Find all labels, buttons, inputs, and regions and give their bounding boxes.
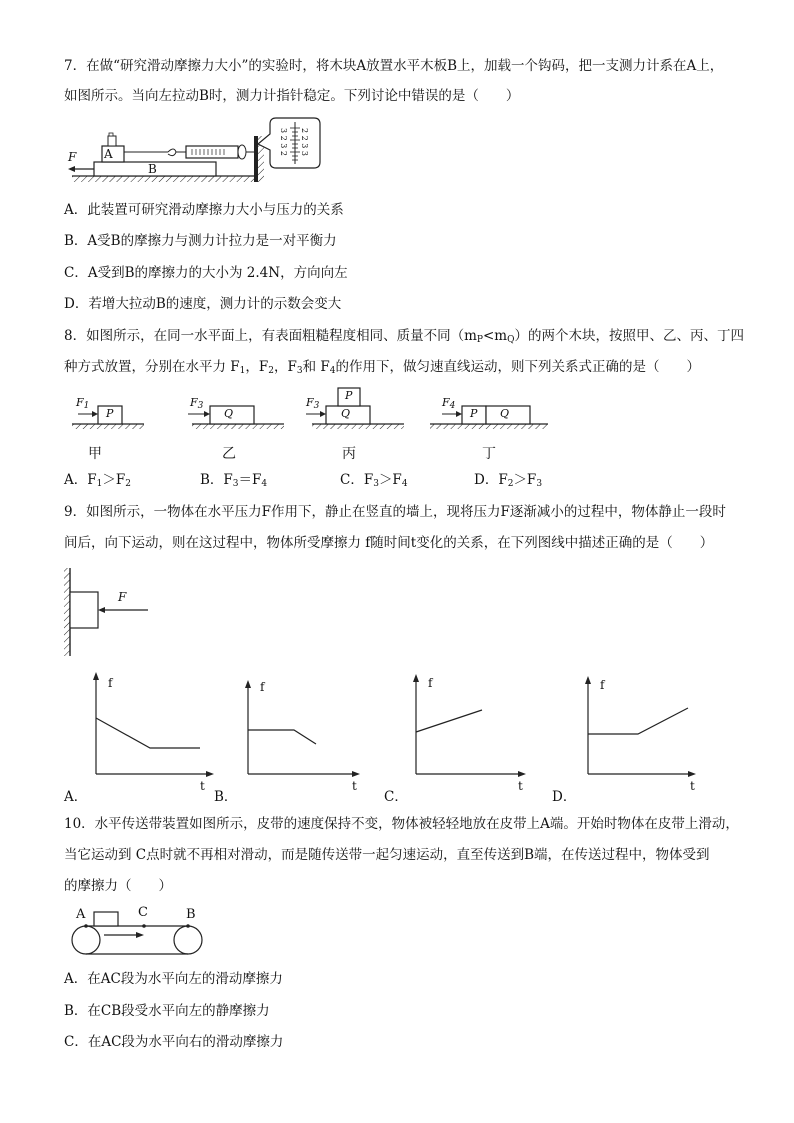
q8-stem-line2 — [64, 357, 700, 381]
q7-option-a: A．此装置可研究滑动摩擦力大小与压力的关系 — [64, 202, 344, 218]
q8-p-bing: P — [345, 389, 353, 402]
ground-hatch — [72, 176, 254, 182]
graph-label-b: B． — [214, 789, 238, 805]
opt-pre: B．F — [200, 472, 233, 488]
graph-label-d: D． — [552, 789, 577, 805]
graph-label-a: A． — [64, 789, 88, 805]
f-sub: 4 — [449, 401, 456, 411]
f-sub: 3 — [313, 401, 320, 411]
graph-d-line — [588, 708, 688, 734]
q7-scale-left: 3 2 3 2 — [279, 128, 288, 156]
q8-p-ding: P — [470, 407, 478, 420]
q8-f3 — [190, 396, 203, 411]
q8-option-c — [340, 470, 408, 494]
opt-mid: ＝F — [238, 472, 262, 488]
opt-pre: A．F — [64, 472, 97, 488]
q9-graphs — [64, 670, 724, 782]
f-sub: 3 — [197, 401, 204, 411]
q8-sub4: 4 — [329, 366, 336, 376]
q9-stem-line1: 9．如图所示，一物体在水平压力F作用下，静止在竖直的墙上，现将压力F逐渐减小的过程中，物体静止一段时 — [64, 504, 726, 520]
q9-wall-figure — [64, 564, 164, 660]
graph-a-x: t — [200, 779, 205, 793]
q8-sub1: 1 — [239, 366, 246, 376]
q10-stem-line1: 10．水平传送带装置如图所示，皮带的速度保持不变，物体被轻轻地放在皮带上A端。开始时物体在皮带上滑动， — [64, 816, 739, 832]
q8-l2d: 和 F — [302, 359, 330, 375]
q7-stem-line1: 7．在做“研究滑动摩擦力大小”的实验时，将木块A放置水平木板B上，加载一个钩码，把一支测力计系在A上， — [64, 58, 724, 74]
q8-f4 — [442, 396, 455, 411]
q8-q-ding: Q — [500, 407, 510, 420]
opt-pre: C．F — [340, 472, 374, 488]
q10-label-a: A — [76, 907, 86, 922]
q8-f1 — [76, 396, 89, 411]
q9-stem-line2: 间后，向下运动，则在这过程中，物体所受摩擦力 f随时间t变化的关系，在下列图线中描述正确的是（ ） — [64, 535, 714, 551]
q8-l2b: ，F — [245, 359, 269, 375]
q8-l1b: ）的两个木块，按照甲、乙、丙、丁四 — [514, 328, 744, 344]
q7-label-a: A — [104, 147, 113, 161]
q10-stem-line2: 当它运动到 C点时就不再相对滑动，而是随传送带一起匀速运动，直至传送到B端，在传送过程中，物体受到 — [64, 847, 710, 863]
arrow-right-icon — [136, 932, 144, 938]
arrow-icon — [456, 411, 462, 417]
q10-label-c: C — [138, 905, 148, 920]
q7-label-f: F — [68, 150, 77, 164]
f-sub: 1 — [83, 401, 90, 411]
q8-sub2: 2 — [268, 366, 275, 376]
q10-label-b: B — [186, 907, 196, 922]
q8-stem-line1 — [64, 326, 744, 350]
right-roller — [174, 926, 202, 954]
graph-label-c: C． — [384, 789, 408, 805]
q8-caption-yi: 乙 — [222, 446, 236, 462]
arrow-f-icon — [68, 166, 75, 172]
graph-d-x: t — [690, 779, 695, 793]
q9-force-label: F — [118, 590, 127, 604]
q8-caption-jia: 甲 — [88, 446, 102, 462]
f-letter: F — [76, 396, 84, 409]
q8-q-bing: Q — [341, 407, 351, 420]
q8-option-a — [64, 470, 131, 494]
graph-a-y: f — [108, 676, 113, 690]
q8-l1a: 8．如图所示，在同一水平面上，有表面粗糙程度相同、质量不同（m — [64, 328, 477, 344]
q8-option-d — [474, 470, 542, 494]
q10-option-b: B．在CB段受水平向左的静摩擦力 — [64, 1003, 270, 1019]
zoom-bubble — [258, 118, 320, 168]
object-block — [70, 592, 98, 628]
graph-b-line — [248, 730, 316, 744]
graph-a-line — [96, 718, 200, 748]
q7-scale-right: 2 2 3 3 — [300, 128, 309, 156]
q10-option-a: A．在AC段为水平向左的滑动摩擦力 — [64, 971, 283, 987]
graph-b-x: t — [352, 779, 357, 793]
opt-sub: 4 — [401, 479, 408, 489]
left-roller — [72, 926, 100, 954]
graph-c-x: t — [518, 779, 523, 793]
arrow-left-icon — [98, 607, 105, 613]
f-letter: F — [442, 396, 450, 409]
q8-figure — [64, 384, 564, 440]
q8-l2a: 种方式放置，分别在水平力 F — [64, 359, 240, 375]
arrow-icon — [320, 411, 326, 417]
q7-stem-line2: 如图所示。当向左拉动B时，测力计指针稳定。下列讨论中错误的是（ ） — [64, 88, 520, 104]
q8-q-yi: Q — [224, 407, 234, 420]
graph-b-y: f — [260, 680, 265, 694]
graph-c-y: f — [428, 676, 433, 690]
arrow-icon — [204, 411, 210, 417]
opt-mid: ＞F — [102, 472, 126, 488]
opt-sub: 2 — [507, 479, 514, 489]
q8-caption-ding: 丁 — [482, 446, 496, 462]
opt-mid: ＞F — [513, 472, 537, 488]
opt-sub: 3 — [232, 479, 239, 489]
opt-sub: 2 — [125, 479, 131, 489]
opt-sub: 3 — [373, 479, 379, 489]
opt-sub: 3 — [536, 479, 543, 489]
q10-option-c: C．在AC段为水平向右的滑动摩擦力 — [64, 1034, 284, 1050]
q8-option-b — [200, 470, 267, 494]
q10-stem-line3: 的摩擦力（ ） — [64, 878, 172, 894]
opt-mid: ＞F — [378, 472, 402, 488]
q8-l1lt: <m — [482, 328, 508, 344]
q8-l2c: ，F — [274, 359, 297, 375]
f-letter: F — [306, 396, 314, 409]
q7-option-d: D．若增大拉动B的速度，测力计的示数会变大 — [64, 296, 342, 312]
q8-p-jia: P — [106, 407, 114, 420]
q8-caption-bing: 丙 — [342, 446, 356, 462]
q8-sub-q: Q — [507, 335, 515, 345]
q8-l2e: 的作用下，做匀速直线运动，则下列关系式正确的是（ ） — [335, 359, 701, 375]
graph-d-y: f — [600, 678, 605, 692]
q7-option-c: C．A受到B的摩擦力的大小为 2.4N，方向向左 — [64, 265, 348, 281]
graph-c-line — [416, 710, 482, 732]
opt-sub: 4 — [261, 479, 268, 489]
opt-sub: 1 — [96, 479, 103, 489]
q7-label-b: B — [148, 162, 157, 176]
f-letter: F — [190, 396, 198, 409]
opt-pre: D．F — [474, 472, 508, 488]
q8-f3b — [306, 396, 319, 411]
q8-sub3: 3 — [296, 366, 303, 376]
object-box — [94, 912, 118, 926]
q7-option-b: B．A受B的摩擦力与测力计拉力是一对平衡力 — [64, 233, 337, 249]
arrow-icon — [92, 411, 98, 417]
q8-sub-p: P — [476, 335, 483, 345]
